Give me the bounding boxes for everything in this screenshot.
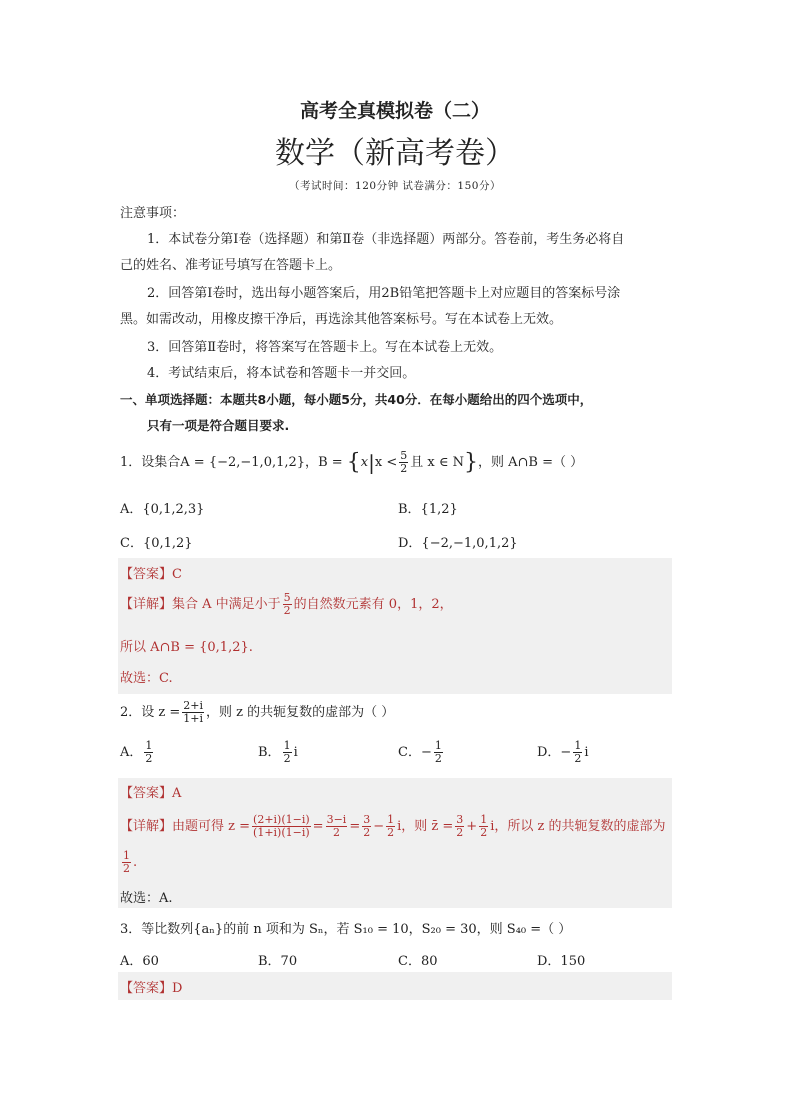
q1-answer: 【答案】C (120, 567, 182, 582)
q3-answer: 【答案】D (120, 981, 183, 996)
q1-option-d: D．{−2,−1,0,1,2} (398, 536, 518, 551)
q3-answer-panel (118, 972, 672, 1000)
q2-answer: 【答案】A (120, 786, 182, 801)
q2-option-d: D．− $\frac{1}{2}$ i (537, 739, 589, 765)
q2-stem: 2．设 z = $\frac{2+i}{1+i}$ ，则 z 的共轭复数的虚部为（ ） (120, 699, 395, 725)
q1-detail-c: 所以 A∩B = {0,1,2}. (120, 640, 253, 655)
q3-option-b: B．70 (258, 954, 298, 969)
q2-detail: 【详解】由题可得 z = $\frac{(2+i)(1-i)}{(1+i)(1-i)}$ = $\frac{3-i}{2}$ = $\frac{3}{2}$ − $\frac{1}{2}$ i，则 z̄ = $\frac{3}{2}$ + $\frac{1}{2}$ i，所以 z 的共轭复数的虚部为 (120, 813, 666, 839)
section1-heading-b: 只有一项是符合题目要求. (147, 418, 290, 433)
q1-answer-panel (118, 558, 672, 694)
q2-choose: 故选：A. (120, 891, 173, 906)
note-1b: 己的姓名、准考证号填写在答题卡上。 (120, 258, 342, 273)
note-4: 4．考试结束后，将本试卷和答题卡一并交回。 (147, 366, 416, 381)
q1-option-a: A．{0,1,2,3} (120, 502, 205, 517)
exam-subject: 数学（新高考卷） (275, 136, 515, 171)
q3-option-c: C．80 (398, 954, 438, 969)
q3-option-d: D．150 (537, 954, 586, 969)
note-2b: 黑。如需改动，用橡皮擦干净后，再选涂其他答案标号。写在本试卷上无效。 (120, 312, 563, 327)
q1-option-b: B．{1,2} (398, 502, 458, 517)
section1-heading-a: 一、单项选择题：本题共8小题，每小题5分，共40分．在每小题给出的四个选项中， (120, 392, 593, 407)
q3-option-a: A．60 (120, 954, 159, 969)
notes-heading: 注意事项： (120, 206, 186, 221)
q1-stem: 1．设集合A = {−2,−1,0,1,2}，B = {x|x < $\frac{5}{2}$ 且 x ∈ N}，则 A∩B =（ ） (120, 449, 584, 475)
q2-option-a: A． $\frac{1}{2}$ (120, 739, 153, 765)
q2-option-b: B． $\frac{1}{2}$ i (258, 739, 298, 765)
q1-choose: 故选：C. (120, 671, 173, 686)
q1-fraction: $\frac{5}{2}$ (400, 449, 408, 475)
note-2a: 2．回答第Ⅰ卷时，选出每小题答案后，用2B铅笔把答题卡上对应题目的答案标号涂 (147, 286, 621, 301)
q3-stem: 3．等比数列{aₙ}的前 n 项和为 Sₙ，若 S₁₀ = 10，S₂₀ = 30，则 S₄₀ =（ ） (120, 922, 572, 937)
q1-option-c: C．{0,1,2} (120, 536, 193, 551)
q2-option-c: C．− $\frac{1}{2}$ (398, 739, 442, 765)
q1-detail-a: 【详解】集合 A 中满足小于 $\frac{5}{2}$ 的自然数元素有 0，1，2， (120, 591, 453, 617)
exam-title: 高考全真模拟卷（二） (299, 100, 490, 122)
note-1a: 1．本试卷分第Ⅰ卷（选择题）和第Ⅱ卷（非选择题）两部分。答卷前，考生务必将自 (147, 232, 625, 247)
note-3: 3．回答第Ⅱ卷时，将答案写在答题卡上。写在本试卷上无效。 (147, 340, 503, 355)
q2-detail-fraction: $\frac{1}{2}$ . (123, 849, 138, 875)
exam-info: （考试时间：120分钟 试卷满分：150分） (289, 180, 501, 192)
q2-answer-panel (118, 778, 672, 908)
